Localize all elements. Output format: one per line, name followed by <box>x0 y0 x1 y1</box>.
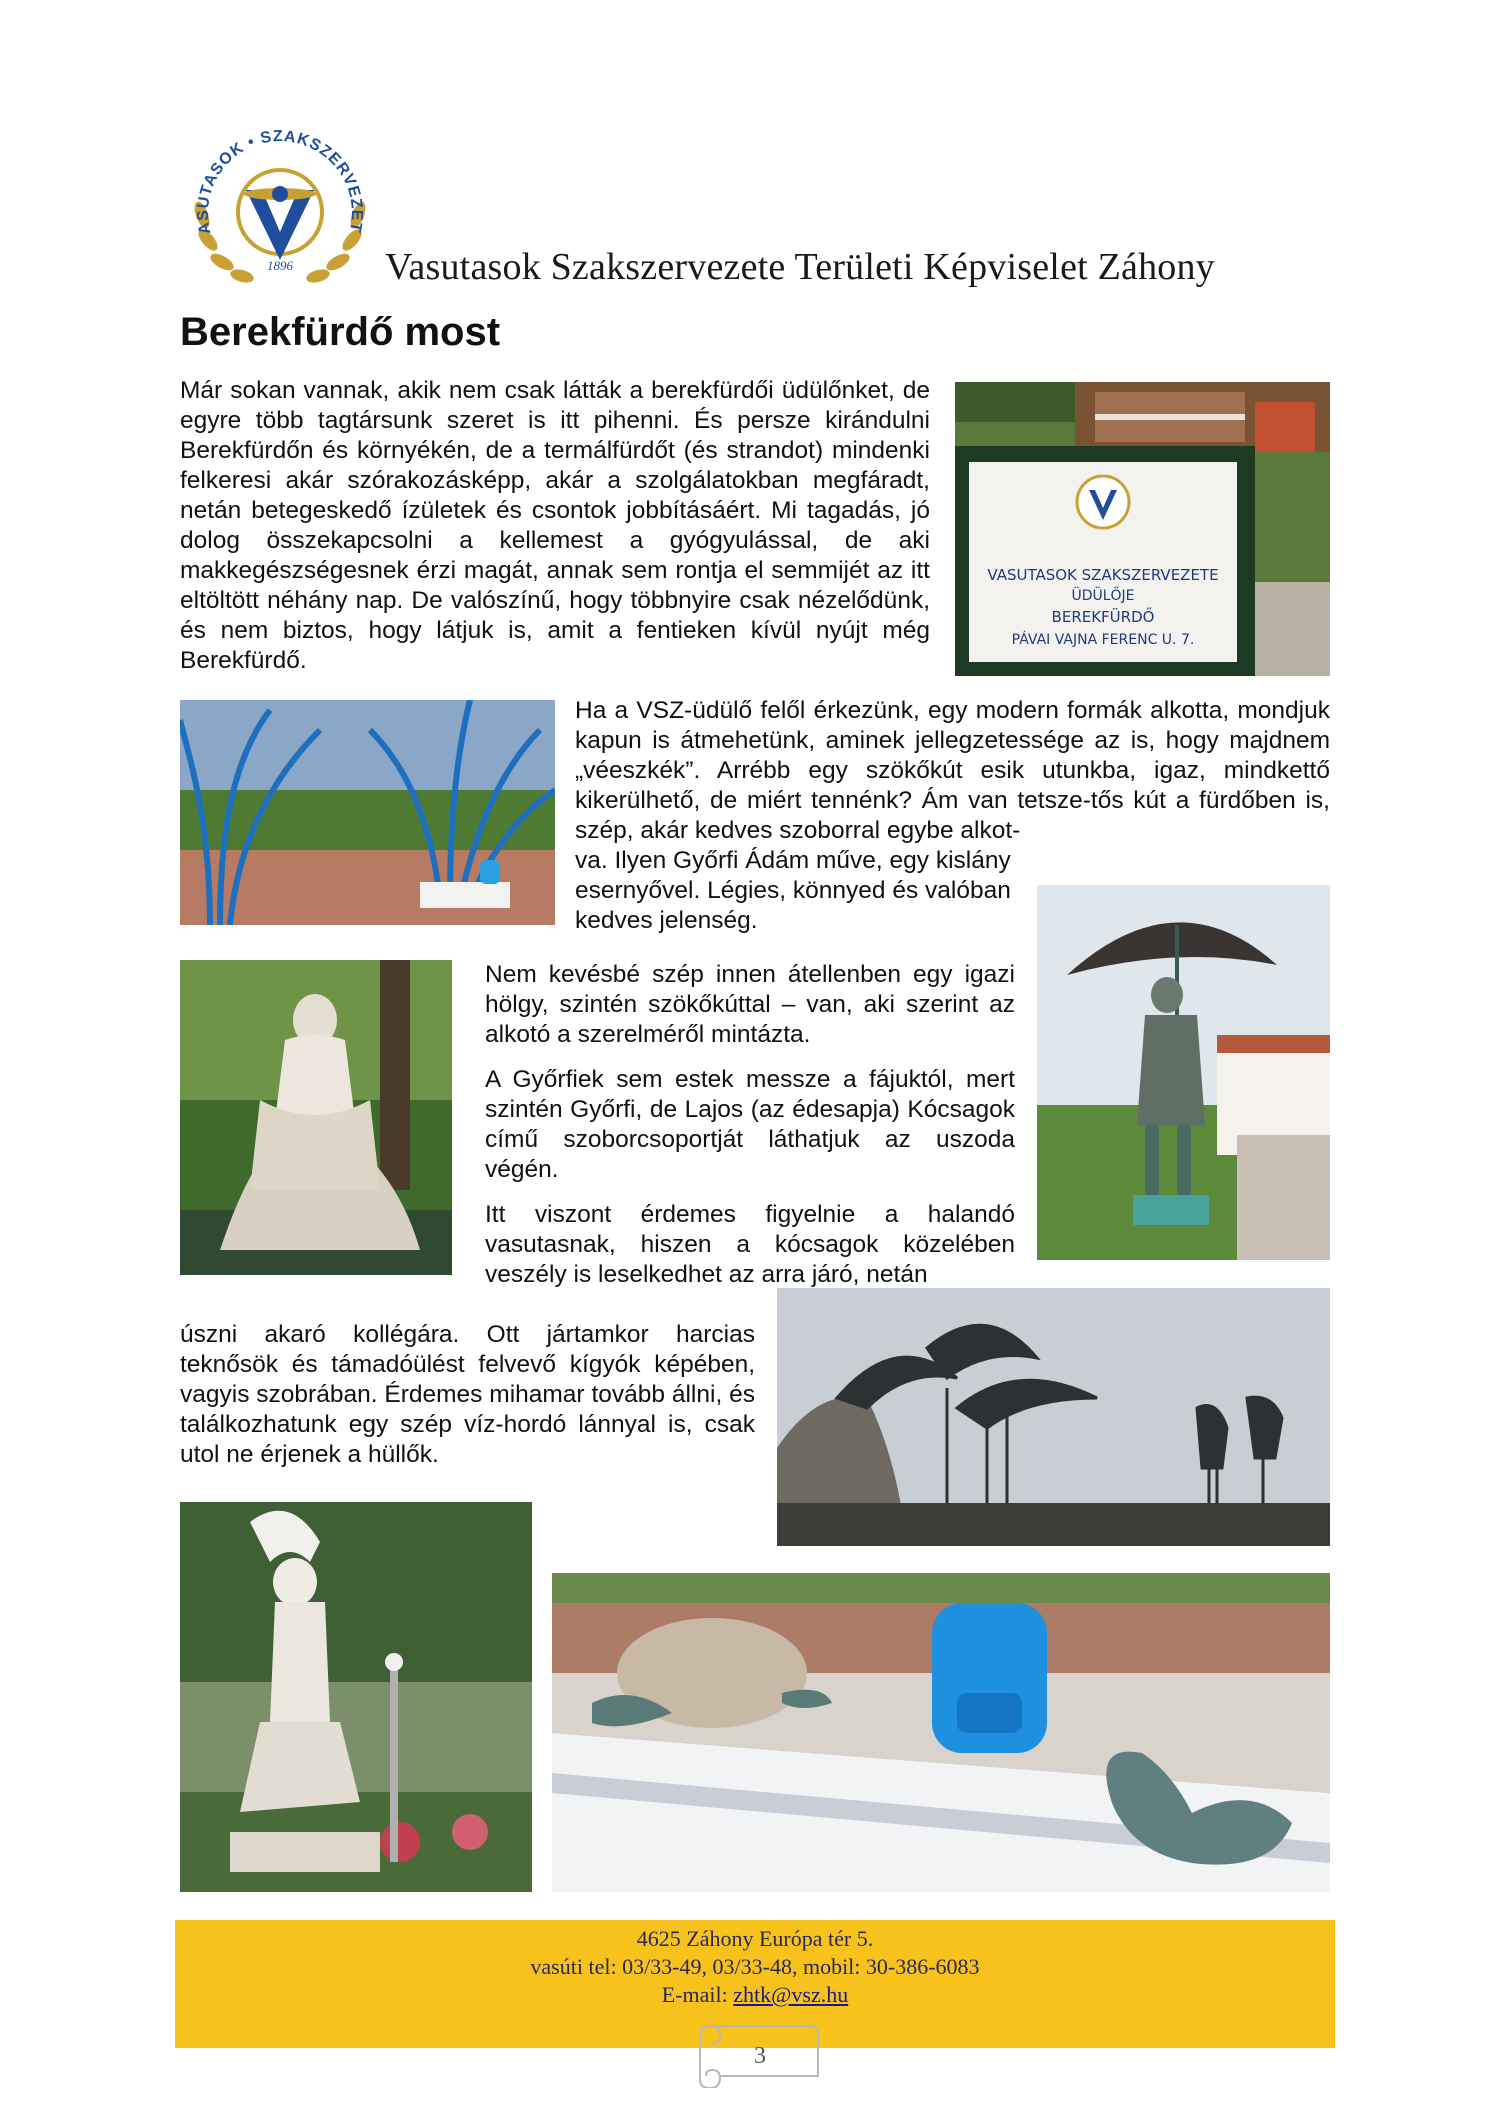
union-logo <box>180 120 380 290</box>
paragraph-3: Nem kevésbé szép innen átellenben egy igazi hölgy, szintén szökőkúttal – van, aki szerint az alkotó a szerelméről mintázta. <box>485 961 1015 1048</box>
paragraph-2b: va. Ilyen Győrfi Ádám műve, egy kislány esernyővel. Légies, könnyed és valóban kedves jelenség. <box>575 847 1011 934</box>
photo-girl-with-umbrella-statue <box>1037 885 1330 1260</box>
svg-text:VASUTASOK • SZAKSZERVEZETE: ASUTASOK • SZAKSZERVEZET <box>194 128 366 236</box>
paragraph-5b: úszni akaró kollégára. Ott jártamkor harcias teknősök és támadóülést felvevő kígyók képében, vagyis szobrában. Érdemes mihamar tovább állni, és találkozhatunk egy szép víz-hordó lánnyal is, csak utol ne érjenek a hüllők. <box>180 1321 755 1468</box>
page-title: Berekfürdő most <box>180 310 501 354</box>
footer-email-label: E-mail: <box>661 1982 734 2007</box>
header-title: Vasutasok Szakszervezete Területi Képviselet Záhony <box>385 246 1215 288</box>
svg-text:PÁVAI VAJNA FERENC U. 7.: PÁVAI VAJNA FERENC U. 7. <box>1011 632 1195 648</box>
photo-water-carrier-girl-statue <box>180 1502 532 1892</box>
paragraph-4: A Győrfiek sem estek messze a fájuktól, mert szintén Győrfi, de Lajos (az édesapja) Kócsagok című szoborcsoportját láthatjuk az uszoda végén. <box>485 1066 1015 1183</box>
union-logo-icon <box>180 120 380 290</box>
paragraph-2a: Ha a VSZ-üdülő felől érkezünk, egy modern formák alkotta, mondjuk kapun is átmehetünk, aminek jellegzetessége az is, hogy majdnem „véeszkék”. Arrébb egy szökőkút esik utunkba, igaz, mindkettő kikerülhető, de miért tennénk? Ám van tetsze-tős kút a fürdőben is, szép, akár kedves szoborral egybe alkot- <box>575 697 1330 844</box>
paragraph-1: Már sokan vannak, akik nem csak látták a berekfürdői üdülőnket, de egyre több tagtársunk szeret is itt pihenni. És persze kirándulni Berekfürdőn és környékén, de a termálfürdőt (és strandot) mindenki felkeresi akár szórakozásképp, akár a szolgálatokban megfáradt, netán betegeskedő ízületek és csontok jobbításáért. Mi tagadás, jó dolog összekapcsolni a kellemest a gyógyulással, de aki makkegészségesnek érzi magát, annak sem rontja el semmijét az itt eltöltött néhány nap. De valószínű, hogy többnyire csak nézelődünk, és nem biztos, hogy látjuk is, amit a fentieken kívül nyújt még Berekfürdő. <box>180 377 930 674</box>
svg-text:BEREKFÜRDŐ: BEREKFÜRDŐ <box>1051 608 1155 626</box>
photo-lady-fountain-statue <box>180 960 452 1275</box>
footer-email-line <box>175 1982 1335 2008</box>
footer-phone: vasúti tel: 03/33-49, 03/33-48, mobil: 30-386-6083 <box>530 1954 980 1979</box>
svg-text:VASUTASOK SZAKSZERVEZETE: VASUTASOK SZAKSZERVEZETE <box>987 566 1219 584</box>
paragraph-5a: Itt viszont érdemes figyelnie a halandó vasutasnak, hiszen a kócsagok közelében veszély is leselkedhet az arra járó, netán <box>485 1201 1015 1288</box>
photo-herons-sculpture <box>777 1288 1330 1546</box>
scroll-icon <box>690 2018 820 2088</box>
page-number: 3 <box>754 2043 766 2069</box>
photo-turtle-and-snake-statues <box>552 1573 1330 1892</box>
svg-text:1896: 1896 <box>267 258 293 273</box>
footer-address: 4625 Záhony Európa tér 5. <box>636 1926 874 1951</box>
footer-email-link[interactable]: zhtk@vsz.hu <box>733 1982 849 2007</box>
photo-blue-gate <box>180 700 555 925</box>
page-number-badge <box>690 2018 820 2088</box>
svg-text:ÜDÜLŐJE: ÜDÜLŐJE <box>1071 588 1135 604</box>
photo-resort-sign <box>955 382 1330 676</box>
